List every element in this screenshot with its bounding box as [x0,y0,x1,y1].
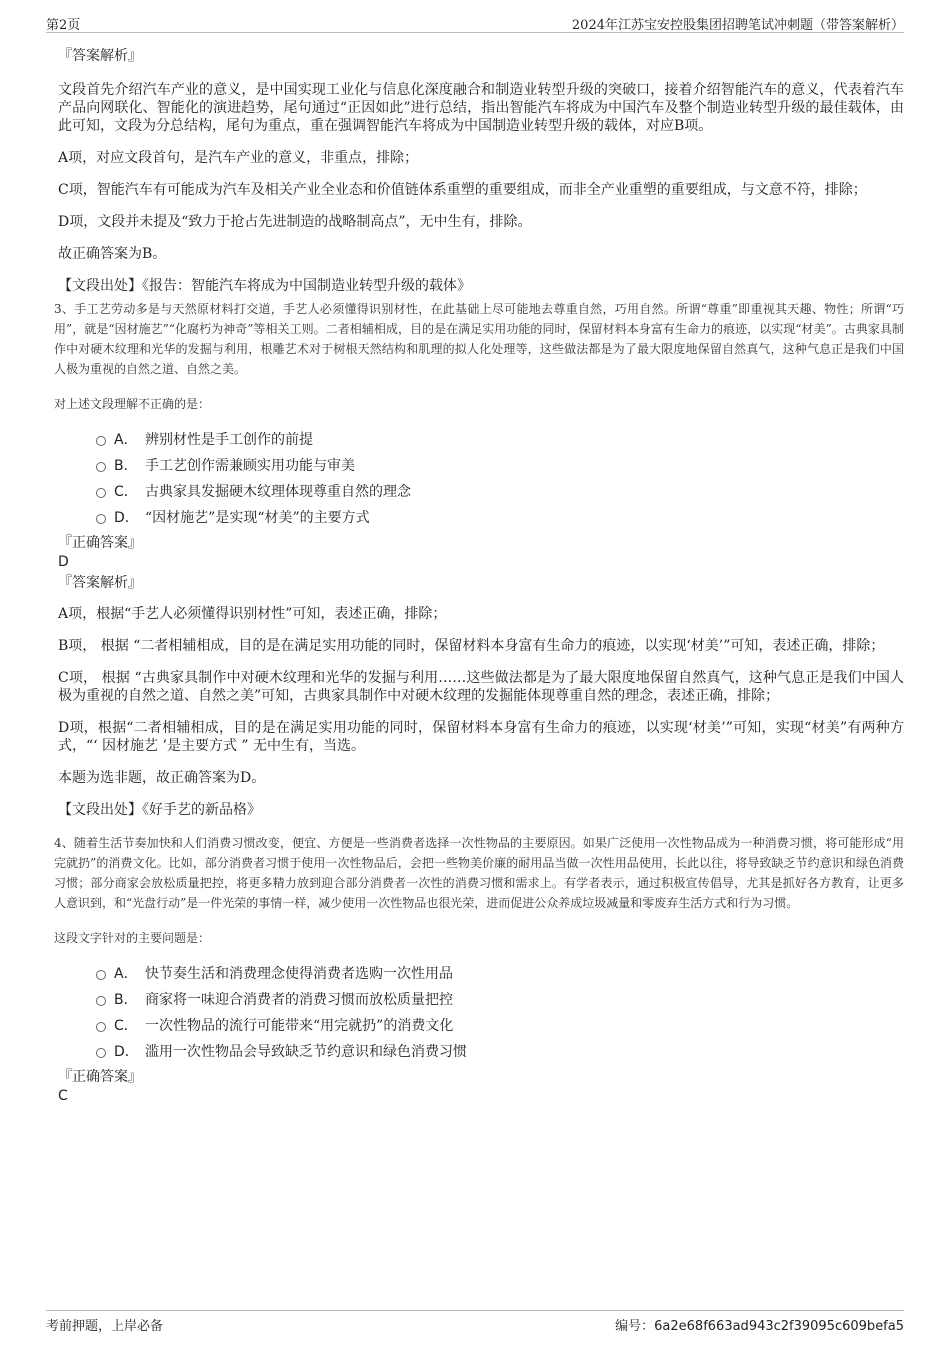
analysis-paragraph: C项， 根据 “古典家具制作中对硬木纹理和光华的发掘与利用……这些做法都是为了最大限度地保留自然真气，这种气息正是我们中国人极为重视的自然之道、自然之美”可知，古典家具制作中对硬木纹理的发掘能体现尊重自然的理念，表述正确，排除； [58,670,904,704]
page-number: 第2页 [46,18,81,33]
option-a[interactable] [46,427,904,453]
header-divider [46,32,904,33]
radio-button[interactable] [96,1048,106,1058]
option-b[interactable] [46,987,904,1013]
option-text: 滥用一次性物品会导致缺乏节约意识和绿色消费习惯 [145,1044,467,1060]
code-value: 6a2e68f663ad943c2f39095c609befa5 [654,1319,904,1334]
question-prompt: 对上述文段理解不正确的是： [54,397,211,411]
radio-button[interactable] [96,488,106,498]
option-text: “因材施艺”是实现“材美”的主要方式 [145,510,370,526]
correct-answer-mark: 『正确答案』 [58,1069,142,1085]
footer-slogan: 考前押题，上岸必备 [46,1319,164,1334]
document-code [615,1315,904,1334]
radio-button[interactable] [96,996,106,1006]
analysis-paragraph: 故正确答案为B。 [58,246,167,262]
option-letter: B． [114,992,138,1008]
correct-answer-mark: 『正确答案』 [58,535,142,551]
option-text: 手工艺创作需兼顾实用功能与审美 [145,458,355,474]
analysis-paragraph: D项，根据“二者相辅相成，目的是在满足实用功能的同时，保留材料本身富有生命力的痕迹，以实现‘材美’”可知，实现“材美”有两种方式，“‘ 因材施艺 ’是主要方式 ” 无中生有，当选。 [58,720,904,754]
radio-button[interactable] [96,1022,106,1032]
option-letter: D． [114,510,139,526]
source-citation: 【文段出处】《报告：智能汽车将成为中国制造业转型升级的载体》 [58,278,471,294]
analysis-paragraph: D项，文段并未提及“致力于抢占先进制造的战略制高点”，无中生有，排除。 [58,214,532,230]
correct-answer: C [58,1088,68,1104]
radio-button[interactable] [96,462,106,472]
analysis-mark: 『答案解析』 [58,48,142,64]
option-letter: C． [114,1018,138,1034]
option-letter: D． [114,1044,139,1060]
option-c[interactable] [46,1013,904,1039]
page-footer [46,1310,904,1332]
option-d[interactable] [46,505,904,531]
option-c[interactable] [46,479,904,505]
analysis-paragraph: B项， 根据 “二者相辅相成，目的是在满足实用功能的同时，保留材料本身富有生命力的痕迹，以实现‘材美’”可知，表述正确，排除； [58,638,885,654]
radio-button[interactable] [96,436,106,446]
analysis-paragraph: A项，根据“手艺人必须懂得识别材性”可知，表述正确，排除； [58,606,447,622]
option-b[interactable] [46,453,904,479]
option-d[interactable] [46,1039,904,1065]
option-letter: C． [114,484,138,500]
source-citation: 【文段出处】《好手艺的新品格》 [58,802,261,818]
code-label: 编号： [615,1319,655,1334]
option-letter: A． [114,966,138,982]
correct-answer: D [58,554,69,570]
question-text: 3、手工艺劳动多是与天然原材料打交道，手艺人必须懂得识别材性，在此基础上尽可能地去尊重自然，巧用自然。所谓“尊重”即重视其天趣、物性；所谓“巧用”，就是“因材施艺”“化腐朽为神奇”等相关工则。二者相辅相成，目的是在满足实用功能的同时，保留材料本身富有生命力的痕迹，以实现“材美”。古典家具制作中对硬木纹理和光华的发掘与利用，根雕艺术对于树根天然结构和肌理的拟人化处理等，这些做法都是为了最大限度地保留自然真气，这种气息正是我们中国人极为重视的自然之道、自然之美。 [54,302,904,376]
question-text: 4、随着生活节奏加快和人们消费习惯改变，便宜、方便是一些消费者选择一次性物品的主要原因。如果广泛使用一次性物品成为一种消费习惯，将可能形成“用完就扔”的消费文化。比如，部分消费者习惯于使用一次性物品后，会把一些物美价廉的耐用品当做一次性用品使用，长此以往，将导致缺乏节约意识和绿色消费习惯；部分商家会放松质量把控，将更多精力放到迎合部分消费者一次性的消费习惯和需求上。有学者表示，通过积极宣传倡导，尤其是抓好各方教育，让更多人意识到，和“光盘行动”是一件光荣的事情一样，减少使用一次性物品也很光荣，进而促进公众养成垃圾减量和零废弃生活方式和行为习惯。 [54,836,904,910]
option-text: 快节奏生活和消费理念使得消费者选购一次性用品 [145,966,453,982]
analysis-paragraph: C项，智能汽车有可能成为汽车及相关产业全业态和价值链体系重塑的重要组成，而非全产业重塑的重要组成，与文意不符，排除； [58,182,867,198]
document-title: 2024年江苏宝安控股集团招聘笔试冲刺题（带答案解析） [571,18,904,33]
analysis-mark: 『答案解析』 [58,575,142,591]
option-text: 一次性物品的流行可能带来“用完就扔”的消费文化 [145,1018,454,1034]
option-text: 辨别材性是手工创作的前提 [145,432,313,448]
page-header [0,0,950,33]
page-content [46,46,904,1105]
option-list [46,427,904,531]
analysis-paragraph: A项，对应文段首句，是汽车产业的意义，非重点，排除； [58,150,419,166]
option-text: 商家将一味迎合消费者的消费习惯而放松质量把控 [145,992,453,1008]
radio-button[interactable] [96,970,106,980]
option-a[interactable] [46,961,904,987]
option-list [46,961,904,1065]
option-letter: A． [114,432,138,448]
option-text: 古典家具发掘硬木纹理体现尊重自然的理念 [145,484,411,500]
question-prompt: 这段文字针对的主要问题是： [54,931,211,945]
radio-button[interactable] [96,514,106,524]
analysis-paragraph: 本题为选非题，故正确答案为D。 [58,770,266,786]
option-letter: B． [114,458,138,474]
analysis-paragraph: 文段首先介绍汽车产业的意义，是中国实现工业化与信息化深度融合和制造业转型升级的突破口，接着介绍智能汽车的意义，代表着汽车产品向网联化、智能化的演进趋势，尾句通过“正因如此”进行总结，指出智能汽车将成为中国汽车及整个制造业转型升级的最佳载体，由此可知，文段为分总结构，尾句为重点，重在强调智能汽车将成为中国制造业转型升级的载体，对应B项。 [58,82,904,134]
footer-divider [46,1310,904,1311]
